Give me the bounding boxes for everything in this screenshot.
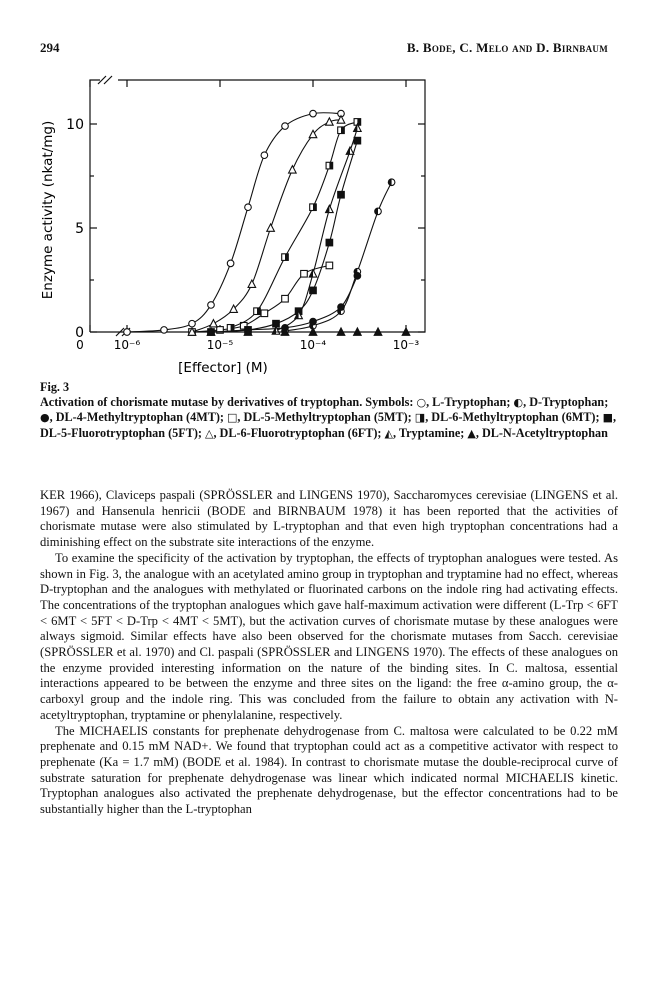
paragraph-2: To examine the specificity of the activation by tryptophan, the effects of tryptophan analogues were tested. As shown in Fig. 3, the analogue with an acetylated amino group in tryptophan and tryptamine had no effect, whereas D-tryptophan and the analogues with methylated or fluorinated carbons on the indole ring had activating effects. The concentrations of the tryptophan analogues which gave half-maximum activation were different (L-Trp < 6FT < 6MT < 5FT < D-Trp < 4MT < 5MT), but the activation curves of chorismate mutase by these analogues were always sigmoid. Similar effects have also been observed for the chorismate mutases from Sacch. cerevisiae (SPRÖSSLER et al. 1970) and Cl. paspali (SPRÖSSLER and LINGENS 1970). The effects of these analogues on the enzyme provided interesting information on the nature of the binding sites. In C. maltosa, essential interactions appeared to be between the enzyme and three sites on the ligand: the free α-amino group, the α-carboxyl group and the indole ring. This was concluded from the failure to obtain any activation with N-acetyltryptophan, tryptamine or phenylalanine, respectively.	[40, 550, 618, 722]
y-tick-label: 0	[75, 325, 84, 341]
legend-symbol: □	[227, 411, 238, 425]
x-axis-label: [Effector] (M)	[178, 360, 268, 376]
data-point-fill	[231, 325, 234, 332]
page-number: 294	[40, 40, 60, 55]
data-point	[124, 329, 131, 336]
legend-symbol: ●	[40, 411, 50, 425]
legend-entry: , DL-4-Methyltryptophan (4MT);	[49, 410, 227, 425]
series-line	[211, 141, 357, 332]
data-point	[208, 302, 215, 309]
legend-symbol: ◐	[513, 396, 524, 410]
legend-symbol: ◭	[384, 426, 393, 440]
data-point	[301, 270, 308, 277]
legend-entry: , DL-6-Methyltryptophan (6MT);	[425, 410, 603, 425]
legend-symbol: ▲	[467, 426, 476, 440]
x-tick-label: 0	[76, 338, 84, 352]
data-point-fill	[341, 127, 344, 134]
data-point	[338, 304, 345, 311]
paragraph-1: KER 1966), Claviceps paspali (SPRÖSSLER and LINGENS 1970), Saccharomyces cerevisiae (LINGENS et al. 1967) and Hansenula henricii (BODE and BIRNBAUM 1978) it has been reported that the activities of chorismate mutase were also stimulated by L-tryptophan and that even high tryptophan concentrations had a diminishing effect on the substrate site interactions of the enzyme.	[40, 488, 618, 550]
data-point	[282, 295, 289, 302]
series-tryptamine	[272, 124, 361, 334]
series-l-tryptophan	[124, 110, 345, 335]
data-point	[338, 191, 345, 198]
series-dl-6-methyltryptophan-6mt-	[227, 119, 360, 332]
paragraph-3: The MICHAELIS constants for prephenate dehydrogenase from C. maltosa were calculated to be 0.22 mM prephenate and 0.15 mM NAD+. We found that tryptophan could act as a competitive activator with respect to prephenate (Ka = 1.7 mM) (BODE et al. 1984). In contrast to chorismate mutase the double-reciprocal curve of substrate saturation for prephenate dehydrogenase was linear which indicated normal MICHAELIS kinetic. Tryptophan analogues also activated the prephenate dehydrogenase, but the effector concentrations had to be substantially higher than the L-tryptophan	[40, 723, 618, 817]
x-tick-label: 10⁻³	[392, 338, 420, 352]
data-point	[161, 327, 168, 334]
data-point	[245, 204, 252, 211]
data-point	[337, 116, 345, 123]
running-authors: B. Bode, C. Melo and D. Birnbaum	[406, 40, 608, 55]
data-point-fill	[313, 204, 316, 211]
data-point	[310, 110, 317, 117]
data-point	[210, 320, 218, 327]
activation-chart	[40, 70, 460, 390]
legend-entry: , DL-N-Acetyltryptophan	[475, 425, 608, 440]
y-tick-label: 5	[75, 221, 84, 237]
data-point-fill	[329, 162, 332, 169]
data-point	[227, 260, 234, 267]
legend-symbol: ◨	[414, 411, 426, 425]
legend-entry: , DL-5-Methyltryptophan (5MT);	[237, 410, 415, 425]
data-point	[310, 318, 317, 325]
figure-caption	[40, 380, 618, 441]
legend-entry: , L-Tryptophan;	[426, 395, 514, 410]
legend-symbol: ■	[602, 411, 613, 425]
data-point	[326, 239, 333, 246]
series-line	[211, 276, 357, 332]
series-line	[231, 122, 358, 328]
series-dl-n-acetyltryptophan	[207, 328, 410, 335]
body-text	[40, 488, 618, 818]
legend-entry: , DL-6-Fluorotryptophan (6FT);	[213, 425, 385, 440]
legend-symbol: ○	[416, 396, 427, 410]
legend-entry: , DL-5-Fluorotryptophan (5FT);	[40, 410, 617, 440]
x-tick-label: 10⁻⁴	[299, 338, 327, 352]
data-point	[326, 262, 333, 269]
x-tick-label: 10⁻⁶	[113, 338, 141, 352]
data-point	[289, 166, 297, 173]
x-tick-label: 10⁻⁵	[206, 338, 234, 352]
data-point	[261, 310, 268, 317]
data-point	[354, 273, 361, 280]
legend-symbol: △	[204, 426, 214, 440]
data-point	[282, 123, 289, 130]
data-point	[267, 224, 275, 231]
data-point-fill	[257, 308, 260, 315]
data-point	[261, 152, 268, 159]
y-axis-label: Enzyme activity (nkat/mg)	[40, 120, 56, 300]
legend-entry: , D-Tryptophan;	[523, 395, 609, 410]
data-point	[326, 118, 334, 125]
data-point	[248, 280, 256, 287]
running-header	[40, 40, 608, 60]
axis-break-top	[98, 76, 112, 84]
caption-lead: Activation of chorismate mutase by derivatives of tryptophan. Symbols:	[40, 395, 414, 410]
data-point-fill	[285, 254, 288, 261]
data-point	[189, 320, 196, 327]
plot-frame	[90, 80, 425, 332]
data-point	[354, 137, 361, 144]
figure-label: Fig. 3	[40, 380, 70, 394]
data-point	[310, 287, 317, 294]
y-tick-label: 10	[66, 117, 84, 133]
legend-entry: , Tryptamine;	[393, 425, 468, 440]
